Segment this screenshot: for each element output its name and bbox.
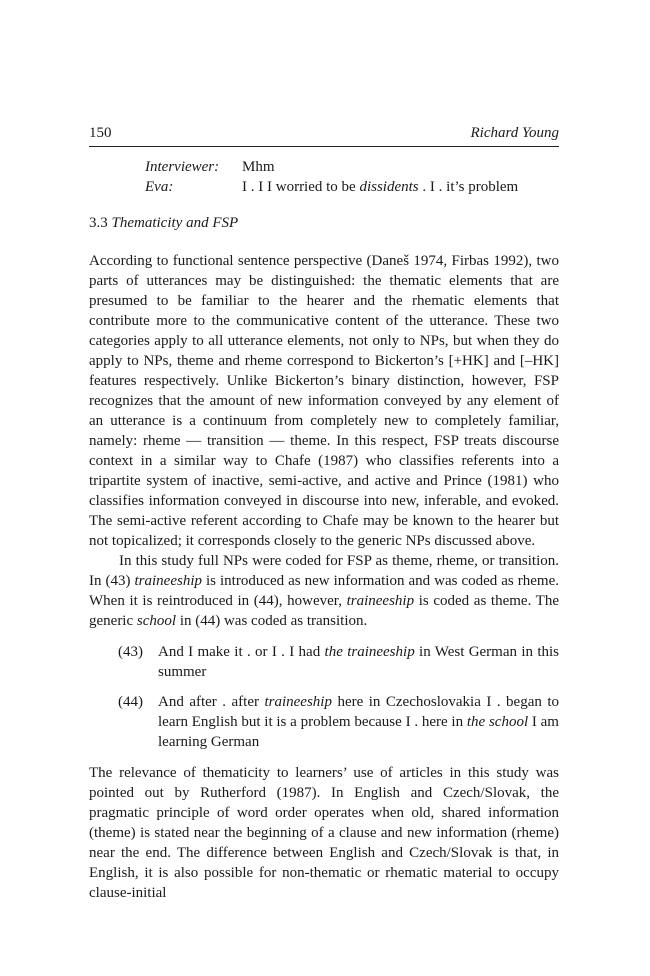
section-number: 3.3 [89, 215, 108, 231]
section-title: Thematicity and FSP [111, 215, 239, 231]
utterance: I . I I worried to be dissidents . I . it’s problem [242, 179, 519, 195]
speaker-label: Eva: [145, 179, 174, 195]
example-number: (44) [118, 694, 143, 710]
example-43 [118, 642, 559, 682]
paragraph: The relevance of thematicity to learners’ use of articles in this study was pointed out by Rutherford (1987). In English and Czech/Slovak, the pragmatic principle of word order operates when old, shared information (theme) is stated near the beginning of a clause and new information (rheme) near the end. The difference between English and Czech/Slovak is that, in English, it is also possible for non-thematic or rhematic material to occupy clause-initial [89, 765, 559, 901]
utterance: Mhm [242, 159, 275, 175]
dialog-excerpt [145, 157, 559, 197]
example-text: And I make it . or I . I had the traineeship in West German in this summer [158, 644, 559, 680]
section-heading [89, 213, 559, 233]
running-author: Richard Young [470, 125, 559, 141]
page [89, 123, 559, 903]
example-number: (43) [118, 644, 143, 660]
speaker-label: Interviewer: [145, 159, 220, 175]
dialog-line [145, 177, 559, 197]
example-44 [118, 692, 559, 752]
paragraph: According to functional sentence perspective (Daneš 1974, Firbas 1992), two parts of utterances may be distinguished: the thematic elements that are presumed to be familiar to the hearer and the rhematic elements that contribute more to the communicative content of the utterance. These two categories apply to all utterance elements, not only to NPs, but when they do apply to NPs, theme and rheme correspond to Bickerton’s [+HK] and [–HK] features respectively. Unlike Bickerton’s binary distinction, however, FSP recognizes that the amount of new information conveyed by any element of an utterance is a continuum from completely new to completely familiar, namely: rheme — transition — theme. In this respect, FSP treats discourse context in a similar way to Chafe (1987) who classifies referents into a tripartite system of inactive, semi-active, and active and Prince (1981) who classifies information conveyed in discourse into new, inferable, and evoked. The semi-active referent according to Chafe may be known to the hearer but not topicalized; it corresponds closely to the generic NPs discussed above. [89, 253, 559, 549]
dialog-line [145, 157, 559, 177]
page-number: 150 [89, 125, 112, 141]
running-header [89, 123, 559, 147]
example-text: And after . after traineeship here in Czechoslovakia I . began to learn English but it is a problem because I . here in the school I am learning German [158, 694, 560, 750]
paragraph: In this study full NPs were coded for FSP as theme, rheme, or transition. In (43) traineeship is introduced as new information and was coded as rheme. When it is reintroduced in (44), however, traineeship is coded as theme. The generic school in (44) was coded as transition. [89, 553, 560, 629]
